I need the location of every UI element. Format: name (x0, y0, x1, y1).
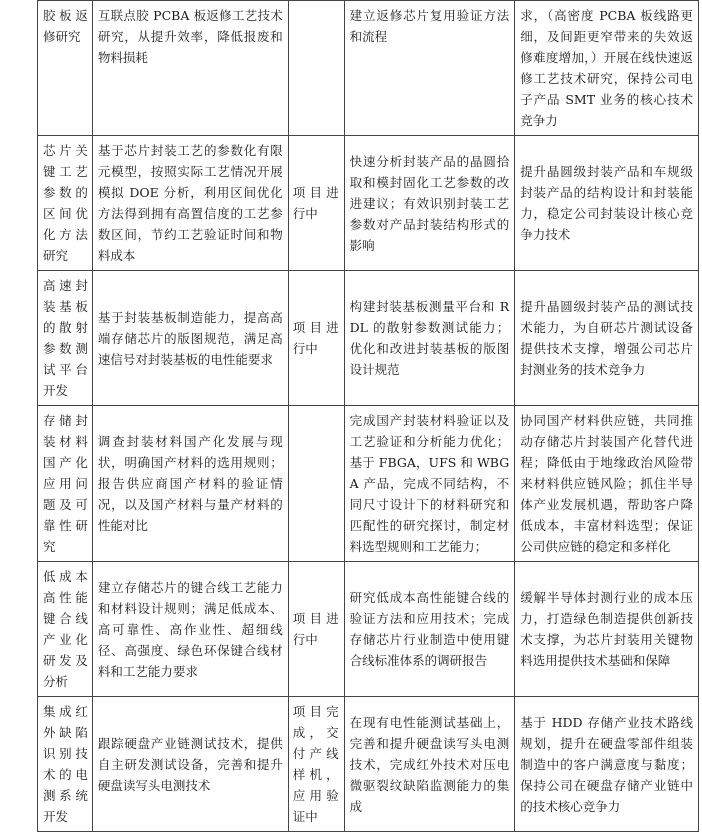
project-title-cell: 芯片关键工艺参数的区间优化方法研究 (38, 136, 93, 271)
project-progress-cell: 研究低成本高性能键合线的验证方法和应用技术；完成存储芯片行业制造中使用键合线标准体系的调研报告 (344, 562, 515, 697)
project-progress-cell: 建立返修芯片复用验证方法和流程 (344, 1, 515, 136)
project-content-cell: 基于封装基板制造能力，提高高端存储芯片的版图规范，满足高速信号对封装基板的电性能要求 (92, 271, 288, 406)
project-status-cell (288, 406, 344, 562)
table-row (38, 271, 699, 406)
project-status-cell (288, 1, 344, 136)
project-title-cell: 胶板返修研究 (38, 1, 93, 136)
document-page (37, 0, 699, 832)
table-top-border (37, 0, 699, 1)
table-row (38, 136, 699, 271)
table-row (38, 697, 699, 832)
project-content-cell: 基于芯片封装工艺的参数化有限元模型，按照实际工艺情况开展模拟 DOE 分析，利用区间优化方法得到拥有高置信度的工艺参数区间，节约工艺验证时间和物料成本 (92, 136, 288, 271)
project-progress-cell: 构建封装基板测量平台和 RDL 的散射参数测试能力；优化和改进封装基板的版图设计规范 (344, 271, 515, 406)
project-content-cell: 跟踪硬盘产业链测试技术，提供自主研发测试设备，完善和提升硬盘读写头电测技术 (92, 697, 288, 832)
project-content-cell: 建立存储芯片的键合线工艺能力和材料设计规则；满足低成本、高可靠性、高作业性、超细线径、高强度、绿色环保键合线材料和工艺能力要求 (92, 562, 288, 697)
project-impact-cell: 协同国产材料供应链，共同推动存储芯片封装国产化替代进程；降低由于地缘政治风险带来材料供应链风险；抓住半导体产业发展机遇，帮助客户降低成本，丰富材料选型；保证公司供应链的稳定和多样化 (515, 406, 699, 562)
project-title-cell: 低成本高性能键合线产业化研发及分析 (38, 562, 93, 697)
table-row (38, 562, 699, 697)
project-progress-cell: 完成国产封装材料验证以及工艺验证和分析能力优化；基于 FBGA，UFS 和 WBGA 产品，完成不同结构，不同尺寸设计下的材料研究和匹配性的研究探讨，制定材料选型规则和工艺能力； (344, 406, 515, 562)
rd-projects-table (37, 0, 699, 832)
project-title-cell: 高速封装基板的散射参数测试平台开发 (38, 271, 93, 406)
project-content-cell: 互联点胶 PCBA 板返修工艺技术研究，从提升效率，降低报废和物料损耗 (92, 1, 288, 136)
project-progress-cell: 快速分析封装产品的晶圆拾取和模封固化工艺参数的改进建议；有效识别封装工艺参数对产品封装结构形式的影响 (344, 136, 515, 271)
project-title-cell: 存储封装材料国产化应用问题及可靠性研究 (38, 406, 93, 562)
project-impact-cell: 提升晶圆级封装产品的测试技术能力，为自研芯片测试设备提供技术支撑，增强公司芯片封测业务的技术竞争力 (515, 271, 699, 406)
table-row (38, 406, 699, 562)
project-impact-cell: 提升晶圆级封装产品和车规级封装产品的结构设计和封装能力，稳定公司封装设计核心竞争力技术 (515, 136, 699, 271)
project-status-cell: 项目进行中 (288, 562, 344, 697)
project-status-cell: 项目进行中 (288, 136, 344, 271)
project-impact-cell: 求，（高密度 PCBA 板线路更细，及间距更窄带来的失效返修难度增加，）开展在线快速返修工艺技术研究，保持公司电子产品 SMT 业务的核心技术竞争力 (515, 1, 699, 136)
project-title-cell: 集成红外缺陷识别技术的电测系统开发 (38, 697, 93, 832)
project-impact-cell: 缓解半导体封测行业的成本压力，打造绿色制造提供创新技术支撑，为芯片封装用关键物料选用提供技术基础和保障 (515, 562, 699, 697)
table-row (38, 1, 699, 136)
project-content-cell: 调查封装材料国产化发展与现状，明确国产材料的选用规则；报告供应商国产材料的验证情况，以及国产材料与量产材料的性能对比 (92, 406, 288, 562)
project-impact-cell: 基于 HDD 存储产业技术路线规划，提升在硬盘零部件组装制造中的客户满意度与黏度；保持公司在硬盘存储产业链中的技术核心竞争力 (515, 697, 699, 832)
project-status-cell: 项目进行中 (288, 271, 344, 406)
project-status-cell: 项目完成，交付产线样机，应用验证中 (288, 697, 344, 832)
project-progress-cell: 在现有电性能测试基础上，完善和提升硬盘读写头电测技术，完成红外技术对压电微驱裂纹缺陷监测能力的集成 (344, 697, 515, 832)
